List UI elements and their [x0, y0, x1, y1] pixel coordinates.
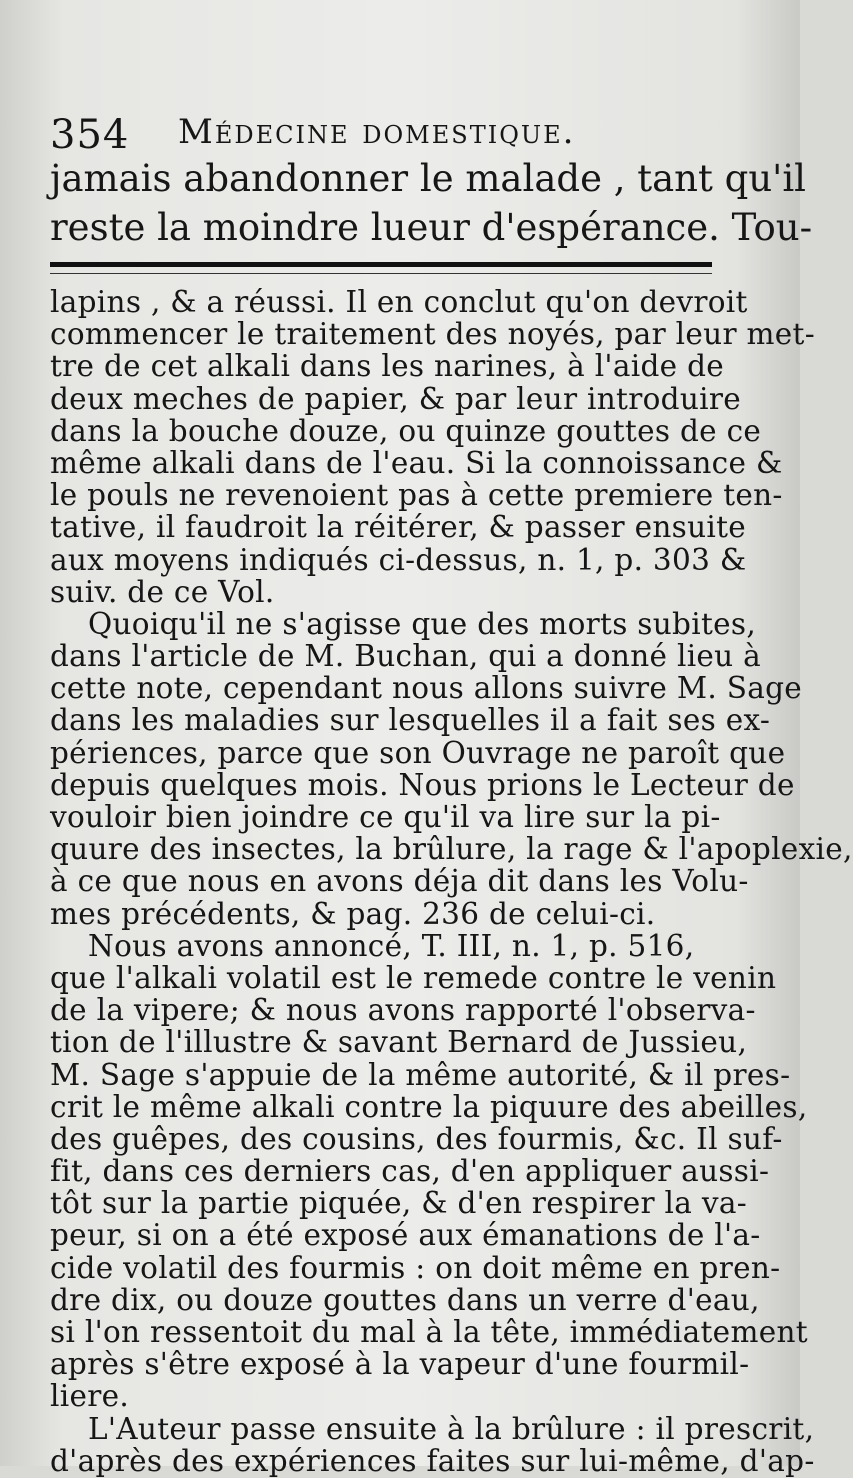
main-text-line: reste la moindre lueur d'espérance. Tou- — [50, 206, 813, 249]
main-text — [50, 154, 813, 252]
footnote-line: dans la bouche douze, ou quinze gouttes de ce — [50, 413, 762, 448]
footnote-line: depuis quelques mois. Nous prions le Lecteur de — [50, 767, 795, 802]
footnote-line: lapins , & a réussi. Il en conclut qu'on devroit — [50, 285, 748, 319]
footnote-line: cide volatil des fourmis : on doit même en pren- — [50, 1250, 781, 1285]
footnote-line: dans l'article de M. Buchan, qui a donné lieu à — [50, 639, 762, 674]
footnote-line: aux moyens indiqués ci-dessus, n. 1, p. 303 & — [50, 542, 747, 577]
paragraph-start-line: Quoiqu'il ne s'agisse que des morts subites, — [88, 606, 756, 641]
footnote-line: deux meches de papier, & par leur introduire — [50, 381, 742, 416]
footnote-rule-thin — [50, 273, 712, 274]
footnote-line: crit le même alkali contre la piquure des abeilles, — [50, 1089, 808, 1124]
footnote-line: à ce que nous en avons déja dit dans les Volu- — [50, 864, 749, 899]
paragraph-start-line: Nous avons annoncé, T. III, n. 1, p. 516, — [88, 928, 695, 963]
footnote-line: fit, dans ces derniers cas, d'en appliquer aussi- — [50, 1154, 770, 1189]
footnote-line: le pouls ne revenoient pas à cette premiere ten- — [50, 478, 783, 513]
footnote-line: de la vipere; & nous avons rapporté l'observa- — [50, 993, 756, 1028]
footnote-line: dre dix, ou douze gouttes dans un verre d'eau, — [50, 1282, 760, 1317]
footnote-line: d'après des expériences faites sur lui-même, d'ap- — [50, 1443, 815, 1478]
footnote-line: tative, il faudroit la réitérer, & passer ensuite — [50, 510, 747, 545]
footnote-line: tre de cet alkali dans les narines, à l'aide de — [50, 349, 725, 384]
running-title: Médecine domestique. — [178, 112, 576, 152]
footnote-line: dans les maladies sur lesquelles il a fait ses ex- — [50, 703, 771, 738]
footnote — [50, 285, 853, 1478]
footnote-line: commencer le traitement des noyés, par leur met- — [50, 317, 815, 352]
footnote-rule — [50, 262, 712, 267]
footnote-line: vouloir bien joindre ce qu'il va lire sur la pi- — [50, 800, 721, 834]
footnote-line: quure des insectes, la brûlure, la rage & l'apoplexie, — [50, 832, 853, 867]
footnote-line: que l'alkali volatil est le remede contre le venin — [50, 960, 777, 995]
footnote-line: périences, parce que son Ouvrage ne paroît que — [50, 735, 786, 770]
footnote-line: des guêpes, des cousins, des fourmis, &c. Il suf- — [50, 1121, 783, 1156]
footnote-line: M. Sage s'appuie de la même autorité, & il pres- — [50, 1057, 791, 1092]
footnote-line: suiv. de ce Vol. — [50, 574, 275, 609]
paragraph-start-line: L'Auteur passe ensuite à la brûlure : il prescrit, — [88, 1411, 815, 1446]
footnote-line: cette note, cependant nous allons suivre M. Sage — [50, 671, 803, 706]
running-head — [50, 112, 730, 158]
footnote-line: tion de l'illustre & savant Bernard de Jussieu, — [50, 1025, 748, 1060]
footnote-line: même alkali dans de l'eau. Si la connoissance & — [50, 445, 783, 480]
footnote-line: après s'être exposé à la vapeur d'une fourmil- — [50, 1347, 750, 1382]
footnote-line: mes précédents, & pag. 236 de celui-ci. — [50, 896, 656, 931]
page-number: 354 — [50, 112, 130, 158]
main-text-line: jamais abandonner le malade , tant qu'il — [50, 157, 806, 200]
footnote-line: peur, si on a été exposé aux émanations de l'a- — [50, 1218, 761, 1253]
footnote-line: tôt sur la partie piquée, & d'en respirer la va- — [50, 1186, 747, 1221]
footnote-line: liere. — [50, 1379, 130, 1414]
footnote-line: si l'on ressentoit du mal à la tête, immédiatement — [50, 1315, 808, 1349]
